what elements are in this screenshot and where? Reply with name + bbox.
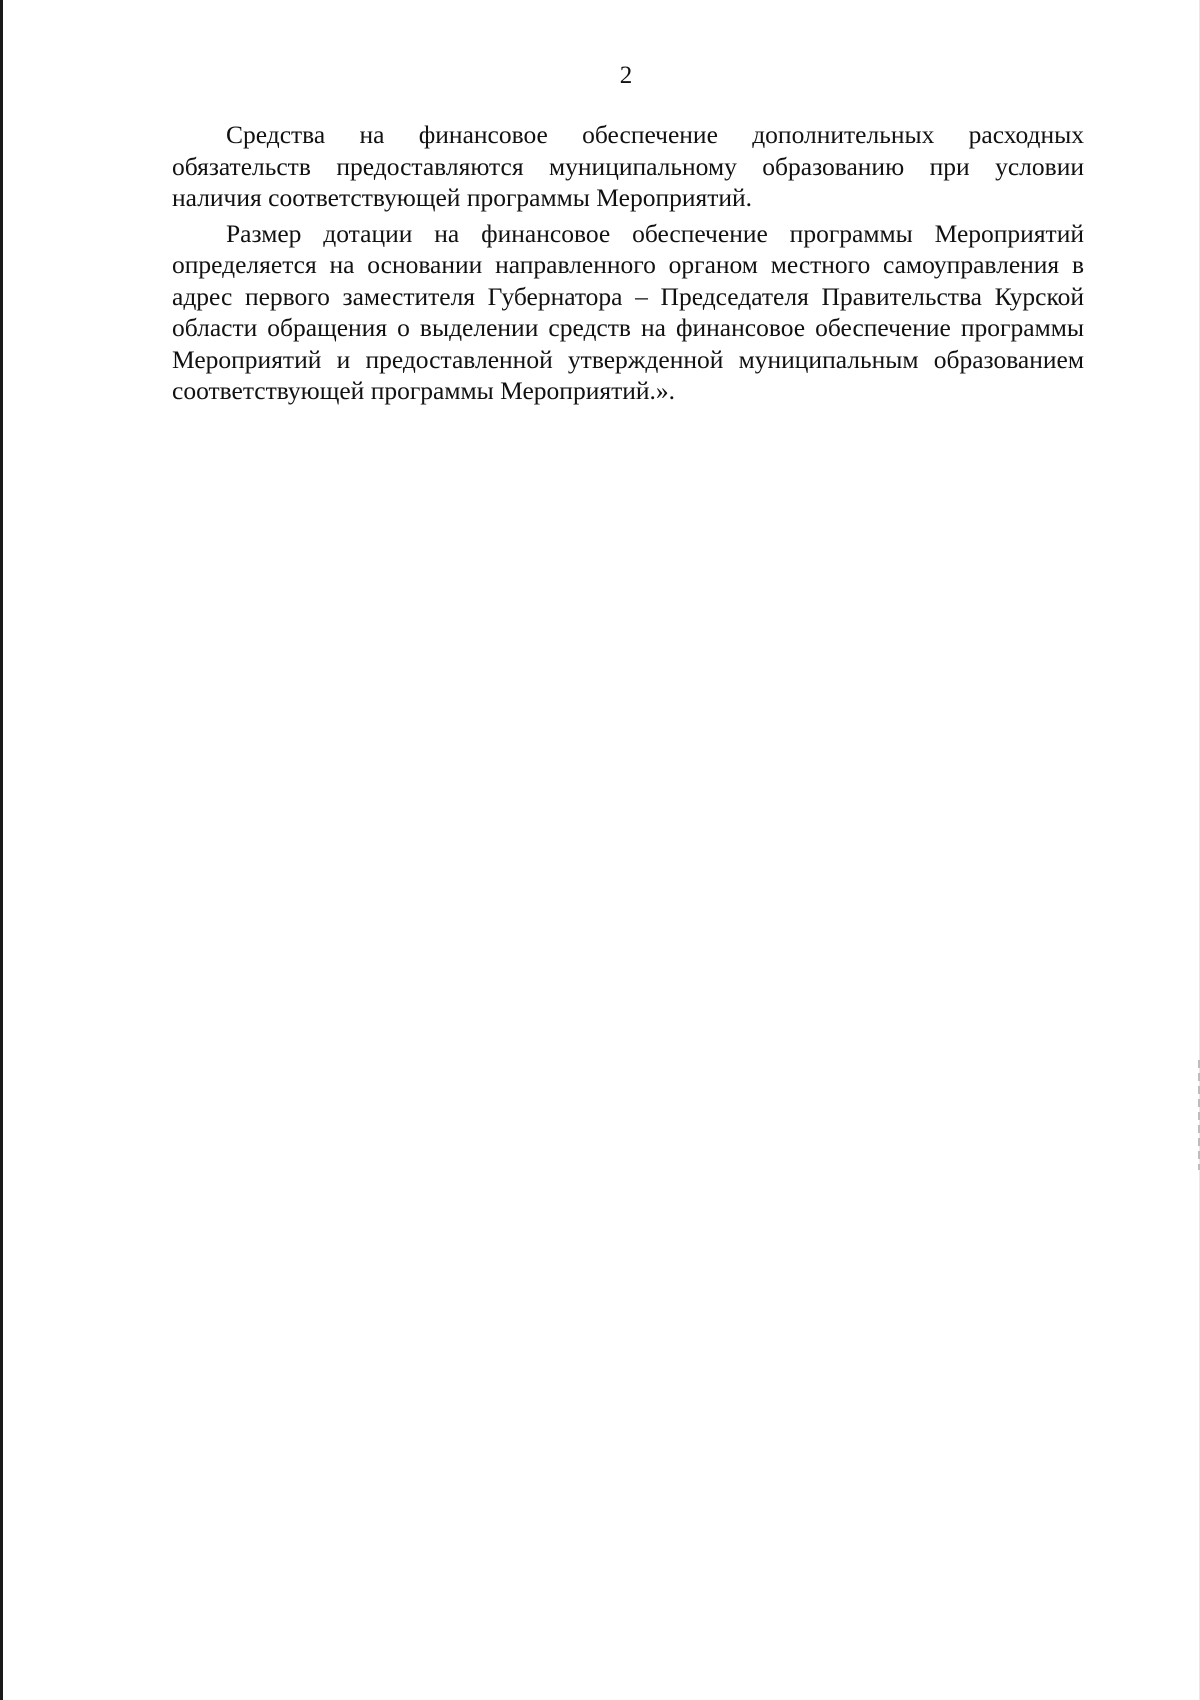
page-number: 2	[619, 62, 633, 89]
document-body	[172, 119, 1084, 407]
paragraph-grant-amount: Размер дотации на финансовое обеспечение программы Мероприятий определяется на основании направленного органом местного самоуправления в адрес первого заместителя Губернатора – Председателя Правительства Курской области обращения о выделении средств на финансовое обеспечение программы Мероприятий и предоставленной утвержденной муниципальным образованием соответствующей программы Мероприятий.».	[172, 218, 1084, 405]
scan-border	[0, 0, 3, 1700]
paragraph-financial-obligations: Средства на финансовое обеспечение дополнительных расходных обязательств предоставляются муниципальному образованию при условии наличия соответствующей программы Мероприятий.	[172, 120, 1084, 212]
